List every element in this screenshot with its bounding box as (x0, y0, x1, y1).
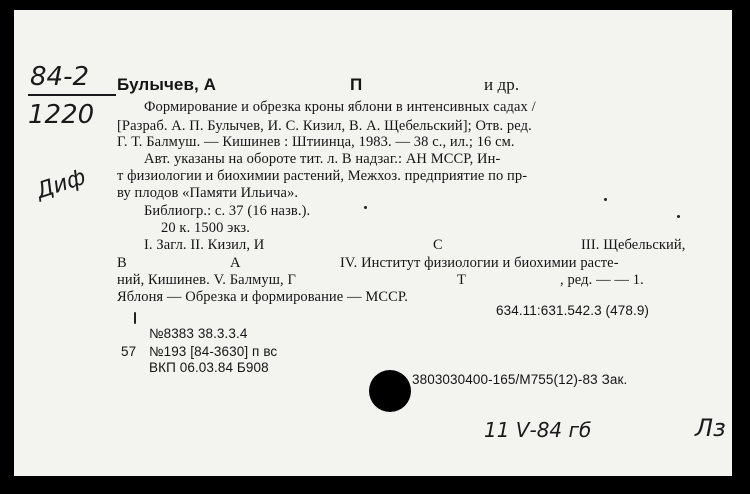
tracing-2b: А (230, 255, 241, 271)
footer-number-1: №8383 38.3.3.4 (149, 326, 248, 341)
ink-speck (604, 198, 607, 201)
note-line-1: Авт. указаны на обороте тит. л. В надзаг.: АН МССР, Ин- (144, 151, 501, 167)
ink-speck (364, 206, 367, 209)
handwritten-mark-left: Диф (33, 164, 89, 205)
footer-order: 3803030400-165/М755(12)-83 Зак. (412, 372, 628, 387)
handwritten-shelf-bottom: 1220 (28, 100, 95, 130)
tracing-3b: Т (457, 272, 466, 288)
tracing-1c: III. Щебельский, (581, 237, 686, 253)
handwritten-bottom-note: 11 Ⅴ-84 гб (484, 418, 592, 442)
responsibility-line: [Разраб. А. П. Булычев, И. С. Кизил, В. А. Щебельский]; Отв. ред. (117, 118, 532, 134)
price-copies: 20 к. 1500 экз. (161, 220, 250, 236)
ink-speck (677, 215, 680, 218)
tracing-3a: ний, Кишинев. V. Балмуш, Г (117, 272, 296, 288)
bibliography-note: Библиогр.: с. 37 (16 назв.). (144, 203, 311, 219)
tracing-3c: , ред. — — 1. (560, 272, 644, 288)
et-al: и др. (484, 75, 520, 94)
imprint-line: Г. Т. Балмуш. — Кишинев : Штиинца, 1983. — 38 с., ил.; 16 см. (117, 134, 515, 150)
title-line: Формирование и обрезка кроны яблони в интенсивных садах / (144, 99, 536, 115)
author-heading: Булычев, А (117, 75, 217, 94)
punch-hole (369, 370, 411, 412)
subject-line: Яблоня — Обрезка и формирование — МССР. (117, 289, 408, 305)
footer-prefix: 57 (121, 344, 137, 359)
catalog-card (14, 10, 732, 476)
ink-speck (134, 312, 136, 324)
note-line-2: т физиологии и биохимии растений, Межхоз. предприятие по пр- (117, 168, 528, 184)
tracing-1b: С (433, 237, 443, 253)
handwritten-shelf-top: 84-2 (30, 62, 90, 92)
note-line-3: ву плодов «Памяти Ильича». (117, 185, 299, 201)
tracing-2a: В (117, 255, 127, 271)
udc-index: 634.11:631.542.3 (478.9) (496, 303, 650, 318)
tracing-2c: IV. Институт физиологии и биохимии расте- (340, 255, 619, 271)
footer-vkp: ВКП 06.03.84 Б908 (149, 360, 269, 375)
author-initial: П (350, 75, 363, 94)
handwritten-corner-note: Лз (695, 414, 726, 442)
footer-number-2: №193 [84-3630] п вс (149, 344, 278, 359)
underline-divider (28, 94, 116, 96)
tracing-1a: I. Загл. II. Кизил, И (144, 237, 265, 253)
